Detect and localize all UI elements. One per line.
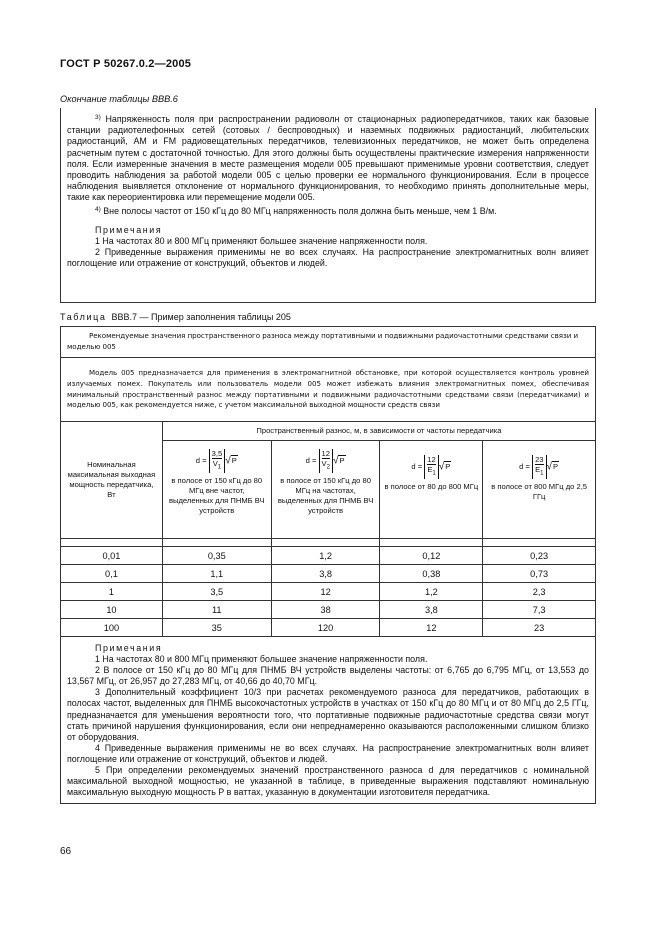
- table-description: Модель 005 предназначается для применения в электромагнитной обстановке, при которой осуществляется контроль уровней излучаемых помех. Покупатель или пользователь модели 005 может избежать влияния электромагнитных помех, обеспечивая минимальный пространственный разнос между портативными и подвижными радиочастотными средствами связи (передатчиками) и моделью 005, как рекомендуется ниже, с учетом максимальной выходной мощности средств связи: [67, 368, 589, 410]
- formula-3-bracket: [424, 455, 438, 479]
- formula-1-bracket: [209, 449, 226, 473]
- formula-1-num: 3,5: [211, 449, 223, 458]
- table-cell: 12: [271, 583, 380, 601]
- table-cell: 1,2: [380, 583, 483, 601]
- table-cell: 0,35: [162, 547, 271, 565]
- table-row: [61, 583, 596, 601]
- formula-4-den-sub: 1: [540, 470, 544, 477]
- formula-1-frac: [212, 449, 223, 473]
- formula-2-den-sym: V: [321, 459, 327, 468]
- table-intro: Рекомендуемые значения пространственного разноса между портативными и подвижными радиочастотными средствами связи и моделью 005: [67, 331, 579, 351]
- table-title: [60, 312, 291, 322]
- formula-4-den-sym: E: [535, 465, 541, 474]
- formula-2-d: d =: [305, 455, 317, 465]
- formula-2-bracket: [319, 449, 333, 473]
- formula-3-den-sym: E: [427, 465, 433, 474]
- table-cell: 3,8: [271, 565, 380, 583]
- table-cell: 12: [380, 619, 483, 637]
- formula-1: [167, 449, 267, 473]
- table-row: [61, 601, 596, 619]
- col-header-3: [380, 441, 483, 539]
- formula-3-d: d =: [411, 461, 423, 471]
- formula-2-num: 12: [321, 449, 330, 458]
- formula-1-p: P: [231, 456, 237, 466]
- col-header-group-text: Пространственный разнос, м, в зависимости от частоты передатчика: [256, 426, 502, 435]
- table-intro-cell: [61, 327, 596, 358]
- formula-2-p: P: [339, 456, 345, 466]
- formula-4-d: d =: [519, 461, 530, 471]
- table-cell: 11: [162, 601, 271, 619]
- col-header-2: [271, 441, 380, 539]
- table-bbb6-footnotes-box: [60, 108, 596, 303]
- table-cell: 0,12: [380, 547, 483, 565]
- footnote-3-mark: 3): [95, 114, 101, 121]
- table-note-3: 3 Дополнительный коэффициент 10/3 при расчетах рекомендуемого разноса для передатчиков, работающих в полосах частот, выделенных для ПНМБ высокочастотных устройств в участках от 150 кГц до 80 МГц и от 80 МГц до 2,5 ГГц, предназначается для уменьшения вероятности того, что портативные подвижные радиочастотные средства связи могут стать причиной нарушения функционирования, если они непреднамеренно оказываются расположенными слишком близко от оборудования.: [67, 687, 589, 742]
- col-header-power: [61, 422, 163, 539]
- formula-4-num: 23: [535, 455, 544, 464]
- formula-4-bracket: [532, 455, 546, 479]
- footnote-3-text: Напряженность поля при распространении радиоволн от стационарных радиопередатчиков, таких как базовые станции радиотелефонных сетей (сотовых / беспроводных) и наземных подвижных радиостанций, любительских радиостанций, АМ и FM радиовещательных передатчиков, телевизионных передатчиков, не может быть определена расчетным путем с достаточной точностью. Для этого должны быть осуществлены практические измерения напряженности поля. Если измеренные значения в месте размещения модели 005 превышают применимые уровни соответствия, следует проводить наблюдения за работой модели 005 с целью проверки ее нормального функционирования. Если в процессе наблюдения выявляется отклонение от нормального функционирования, то необходимо принять дополнительные меры, такие как переориентировка или перемещение модели 005.: [67, 114, 589, 203]
- footnote-4-mark: 4): [95, 205, 101, 213]
- table-cell: 7,3: [483, 601, 596, 619]
- table-cell: 38: [271, 601, 380, 619]
- table-cell: 0,73: [483, 565, 596, 583]
- table-note-4: 4 Приведенные выражения применимы не во всех случаях. На распространение электромагнитных волн влияет поглощение или отражение от конструкций, объектов и людей.: [67, 742, 589, 764]
- table-cell: 1,2: [271, 547, 380, 565]
- table-cell: 3,8: [380, 601, 483, 619]
- sqrt-icon: √: [438, 461, 445, 473]
- col-header-power-text: Номинальная максимальная выходная мощность передатчика, Вт: [67, 460, 156, 499]
- table-cell: 1: [61, 583, 163, 601]
- formula-1-d: d =: [195, 455, 207, 465]
- formula-4-frac: [535, 455, 543, 479]
- table-description-cell: [61, 358, 596, 422]
- formula-2: [276, 449, 376, 473]
- table-cell: 10: [61, 601, 163, 619]
- table-cell: 23: [483, 619, 596, 637]
- continuation-title: Окончание таблицы ВВВ.6: [60, 94, 178, 104]
- table-bbb7: [60, 326, 596, 804]
- note-1: 1 На частотах 80 и 800 МГц применяют большее значение напряженности поля.: [95, 236, 428, 247]
- table-notes-cell: [61, 637, 596, 804]
- document-header: ГОСТ Р 50267.0.2—2005: [60, 58, 192, 70]
- sqrt-icon: √: [225, 455, 231, 467]
- col-desc-3: в полосе от 80 до 800 МГц: [384, 481, 479, 491]
- table-cell: 0,23: [483, 547, 596, 565]
- col-header-4: [483, 441, 596, 539]
- footnote-3: [67, 112, 589, 204]
- footnote-4-text: Вне полосы частот от 150 кГц до 80 МГц напряженность поля должна быть меньше, чем 1 В/м.: [103, 205, 497, 216]
- sqrt-icon: √: [332, 455, 339, 467]
- formula-3-den: [427, 464, 435, 479]
- table-cell: 35: [162, 619, 271, 637]
- formula-3-frac: [427, 455, 435, 479]
- spacer-row: [61, 539, 596, 547]
- table-cell: 0,1: [61, 565, 163, 583]
- formula-4-den: [535, 464, 543, 479]
- table-row: [61, 619, 596, 637]
- col-header-1: [162, 441, 271, 539]
- table-cell: 2,3: [483, 583, 596, 601]
- table-cell: 120: [271, 619, 380, 637]
- footnote-4: [67, 204, 589, 217]
- formula-4: [487, 455, 591, 479]
- page-number: 66: [60, 846, 72, 857]
- col-desc-4: в полосе от 800 МГц до 2,5 ГГц: [491, 481, 588, 501]
- table-cell: 100: [61, 619, 163, 637]
- formula-3-num: 12: [427, 455, 436, 464]
- formula-4-p: P: [553, 462, 559, 472]
- table-row: [61, 547, 596, 565]
- col-desc-1: в полосе от 150 кГц до 80 МГц вне частот, выделенных для ПНМБ ВЧ устройств: [169, 475, 265, 515]
- table-note-2: 2 В полосе от 150 кГц до 80 МГц для ПНМБ ВЧ устройств выделены частоты: от 6,765 до 6,795 МГц, от 13,553 до 13,567 МГц, от 26,957 до 27,283 МГц, от 40,66 до 40,70 МГц.: [67, 665, 589, 687]
- table-note-5: 5 При определении рекомендуемых значений пространственного разноса d для передатчиков с номинальной максимальной выходной мощностью, не указанной в таблице, в приведенные выражения подставляют номинальную максимальную выходную мощность Р в ваттах, указанную в документации изготовителя передатчика.: [67, 765, 589, 798]
- formula-3-den-sub: 1: [432, 470, 436, 477]
- sqrt-icon: √: [546, 461, 553, 473]
- table-cell: 3,5: [162, 583, 271, 601]
- table-title-text: ВВВ.7 — Пример заполнения таблицы 205: [111, 312, 291, 322]
- table-notes-heading: Примечания: [95, 643, 163, 653]
- table-cell: 1,1: [162, 565, 271, 583]
- table-cell: 0,01: [61, 547, 163, 565]
- table-label: Таблица: [60, 312, 107, 322]
- note-2: 2 Приведенные выражения применимы не во всех случаях. На распространение электромагнитных волн влияет поглощение или отражение от конструкций, объектов и людей.: [67, 247, 589, 269]
- col-desc-2: в полосе от 150 кГц до 80 МГц на частотах, выделенных для ПНМБ ВЧ устройств: [277, 475, 374, 515]
- formula-3: [384, 455, 478, 479]
- table-cell: 0,38: [380, 565, 483, 583]
- formula-3-p: P: [445, 462, 451, 472]
- formula-2-den: [322, 458, 330, 473]
- notes-heading: Примечания: [95, 224, 163, 235]
- formula-1-den-sub: 1: [217, 464, 222, 471]
- table-row: [61, 565, 596, 583]
- formula-2-den-sub: 2: [326, 464, 330, 471]
- table-note-1: 1 На частотах 80 и 800 МГц применяют большее значение напряженности поля.: [95, 654, 428, 665]
- col-header-group: [162, 422, 595, 441]
- formula-1-den: [212, 458, 223, 473]
- formula-1-den-sym: V: [212, 459, 218, 468]
- formula-2-frac: [322, 449, 330, 473]
